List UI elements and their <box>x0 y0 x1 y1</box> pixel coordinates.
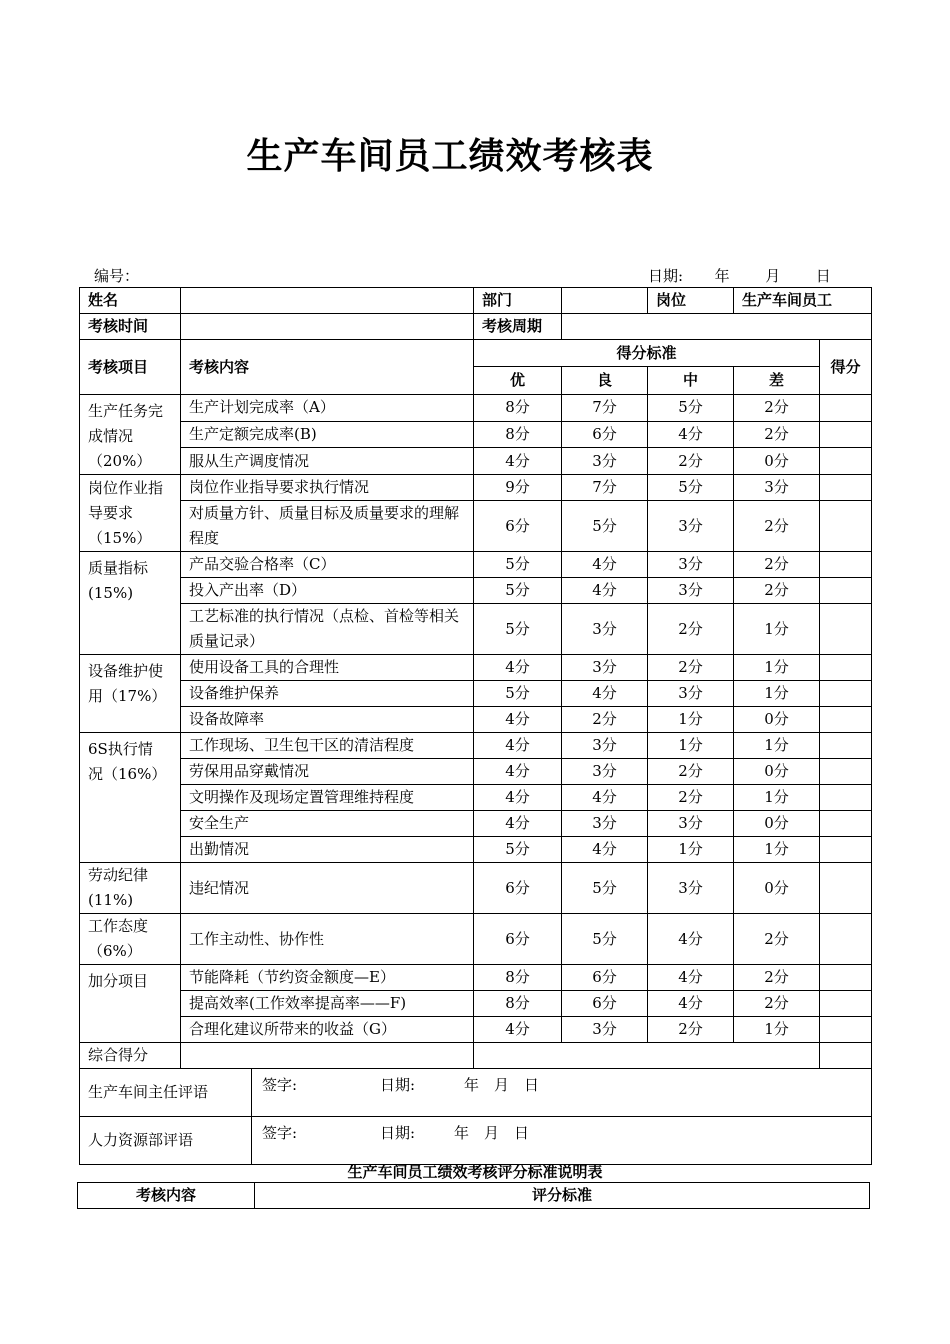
total-value-cell[interactable] <box>181 1043 474 1069</box>
score-standard: 0分 <box>734 811 820 837</box>
item-content: 工作主动性、协作性 <box>181 914 474 965</box>
score-standard: 1分 <box>734 655 820 681</box>
score-standard: 2分 <box>734 552 820 578</box>
score-standard: 5分 <box>562 863 648 914</box>
score-standard: 2分 <box>734 914 820 965</box>
standards-col-content: 考核内容 <box>78 1183 255 1209</box>
score-standard: 2分 <box>648 759 734 785</box>
score-standard: 7分 <box>562 395 648 422</box>
date-field <box>648 265 831 286</box>
score-standard: 7分 <box>562 475 648 501</box>
score-cell[interactable] <box>820 501 872 552</box>
score-standard: 2分 <box>648 785 734 811</box>
score-cell[interactable] <box>820 395 872 422</box>
score-standard: 3分 <box>562 811 648 837</box>
day-label: 日 <box>815 267 831 285</box>
standards-title: 生产车间员工绩效考核评分标准说明表 <box>347 1163 603 1181</box>
total-label: 综合得分 <box>80 1043 181 1069</box>
table-row <box>80 785 872 811</box>
score-header: 得分 <box>820 340 872 395</box>
score-standard: 5分 <box>474 681 562 707</box>
time-value-cell[interactable] <box>181 314 474 340</box>
score-standard: 3分 <box>562 733 648 759</box>
sign-label: 签字: <box>262 1124 298 1142</box>
score-standard: 6分 <box>474 863 562 914</box>
score-standard: 3分 <box>648 811 734 837</box>
sign-label: 签字: <box>262 1076 298 1094</box>
score-standard: 8分 <box>474 395 562 422</box>
score-standard: 0分 <box>734 863 820 914</box>
group-name: 工作态度（6%） <box>80 914 181 965</box>
score-standard: 5分 <box>474 578 562 604</box>
item-content: 提高效率(工作效率提高率——F) <box>181 991 474 1017</box>
score-standard: 1分 <box>648 733 734 759</box>
score-standard: 4分 <box>474 707 562 733</box>
score-standard: 8分 <box>474 965 562 991</box>
table-row <box>80 991 872 1017</box>
score-cell[interactable] <box>820 578 872 604</box>
comment-label: 人力资源部评语 <box>80 1117 252 1165</box>
assessment-table <box>79 287 872 1165</box>
item-content: 工作现场、卫生包干区的清洁程度 <box>181 733 474 759</box>
grade-excellent: 优 <box>474 367 562 395</box>
comment-ymd: 年 月 日 <box>464 1076 540 1094</box>
table-row <box>80 655 872 681</box>
score-standard: 3分 <box>648 578 734 604</box>
item-content: 文明操作及现场定置管理维持程度 <box>181 785 474 811</box>
score-standard: 1分 <box>648 707 734 733</box>
score-standard: 4分 <box>474 811 562 837</box>
score-standard: 0分 <box>734 448 820 475</box>
standards-col-criteria: 评分标准 <box>255 1183 870 1209</box>
item-content: 安全生产 <box>181 811 474 837</box>
grade-medium: 中 <box>648 367 734 395</box>
comment-row <box>80 1069 872 1117</box>
year-label: 年 <box>714 267 730 285</box>
standards-table <box>77 1182 870 1209</box>
score-cell[interactable] <box>820 811 872 837</box>
group-name: 生产任务完成情况（20%） <box>80 395 181 475</box>
score-cell[interactable] <box>820 707 872 733</box>
item-content: 劳保用品穿戴情况 <box>181 759 474 785</box>
group-name: 设备维护使用（17%） <box>80 655 181 733</box>
score-standard: 6分 <box>474 914 562 965</box>
table-row <box>80 707 872 733</box>
score-standard: 2分 <box>734 965 820 991</box>
score-standard: 6分 <box>562 965 648 991</box>
score-standard: 4分 <box>562 578 648 604</box>
post-value: 生产车间员工 <box>734 288 872 314</box>
score-standard: 5分 <box>562 914 648 965</box>
table-row <box>80 965 872 991</box>
table-row <box>80 863 872 914</box>
score-standard: 8分 <box>474 991 562 1017</box>
post-label: 岗位 <box>648 288 734 314</box>
item-content: 节能降耗（节约资金额度—E） <box>181 965 474 991</box>
score-standard: 0分 <box>734 707 820 733</box>
score-cell[interactable] <box>820 421 872 448</box>
score-standard: 4分 <box>474 448 562 475</box>
score-standard: 4分 <box>474 1017 562 1043</box>
score-standard: 0分 <box>734 759 820 785</box>
score-standard: 1分 <box>734 785 820 811</box>
score-standard: 5分 <box>474 837 562 863</box>
comment-ymd: 年 月 日 <box>454 1124 530 1142</box>
table-row <box>80 604 872 655</box>
item-content: 出勤情况 <box>181 837 474 863</box>
item-content: 服从生产调度情况 <box>181 448 474 475</box>
table-row <box>80 733 872 759</box>
score-cell[interactable] <box>820 604 872 655</box>
score-standard: 3分 <box>648 863 734 914</box>
score-cell[interactable] <box>820 655 872 681</box>
score-cell[interactable] <box>820 733 872 759</box>
score-standard: 3分 <box>734 475 820 501</box>
item-content: 岗位作业指导要求执行情况 <box>181 475 474 501</box>
score-standard: 4分 <box>648 914 734 965</box>
comment-row <box>80 1117 872 1165</box>
score-cell[interactable] <box>820 475 872 501</box>
score-standard: 3分 <box>562 448 648 475</box>
score-standard: 3分 <box>562 759 648 785</box>
page-title: 生产车间员工绩效考核表 <box>246 136 654 177</box>
score-standard: 5分 <box>474 604 562 655</box>
dept-value-cell[interactable] <box>562 288 648 314</box>
standard-header: 得分标准 <box>474 340 820 367</box>
comment-field[interactable] <box>252 1117 872 1165</box>
period-label: 考核周期 <box>474 314 562 340</box>
name-label: 姓名 <box>80 288 181 314</box>
score-cell[interactable] <box>820 448 872 475</box>
table-row <box>80 914 872 965</box>
name-value-cell[interactable] <box>181 288 474 314</box>
score-standard: 1分 <box>734 681 820 707</box>
score-standard: 1分 <box>734 1017 820 1043</box>
comment-date-label: 日期: <box>380 1124 416 1142</box>
grade-good: 良 <box>562 367 648 395</box>
score-cell[interactable] <box>820 681 872 707</box>
score-cell[interactable] <box>820 785 872 811</box>
item-content: 生产计划完成率（A） <box>181 395 474 422</box>
item-content: 投入产出率（D） <box>181 578 474 604</box>
score-cell[interactable] <box>820 965 872 991</box>
score-standard: 4分 <box>648 421 734 448</box>
table-row <box>80 395 872 422</box>
score-standard: 2分 <box>648 448 734 475</box>
item-content: 生产定额完成率(B) <box>181 421 474 448</box>
group-name: 加分项目 <box>80 965 181 1043</box>
score-standard: 4分 <box>562 837 648 863</box>
score-standard: 4分 <box>474 759 562 785</box>
item-content: 产品交验合格率（C） <box>181 552 474 578</box>
item-content: 使用设备工具的合理性 <box>181 655 474 681</box>
score-standard: 3分 <box>648 552 734 578</box>
period-value-cell[interactable] <box>562 314 872 340</box>
group-name: 岗位作业指导要求（15%） <box>80 475 181 552</box>
score-standard: 5分 <box>648 475 734 501</box>
score-standard: 4分 <box>648 965 734 991</box>
date-label: 日期: <box>648 267 684 285</box>
table-row <box>80 837 872 863</box>
score-standard: 4分 <box>474 733 562 759</box>
score-standard: 1分 <box>734 604 820 655</box>
score-cell[interactable] <box>820 1017 872 1043</box>
table-row <box>80 501 872 552</box>
table-row <box>80 681 872 707</box>
comment-label: 生产车间主任评语 <box>80 1069 252 1117</box>
score-standard: 3分 <box>648 501 734 552</box>
item-content: 违纪情况 <box>181 863 474 914</box>
score-standard: 5分 <box>474 552 562 578</box>
table-row <box>80 1017 872 1043</box>
table-row <box>80 475 872 501</box>
score-standard: 3分 <box>562 655 648 681</box>
score-standard: 2分 <box>734 991 820 1017</box>
score-standard: 6分 <box>562 991 648 1017</box>
score-standard: 1分 <box>734 733 820 759</box>
table-row <box>80 552 872 578</box>
score-standard: 4分 <box>648 991 734 1017</box>
score-standard: 2分 <box>562 707 648 733</box>
score-standard: 1分 <box>734 837 820 863</box>
score-standard: 2分 <box>734 501 820 552</box>
table-row <box>80 448 872 475</box>
score-cell[interactable] <box>820 759 872 785</box>
score-standard: 8分 <box>474 421 562 448</box>
time-label: 考核时间 <box>80 314 181 340</box>
content-header: 考核内容 <box>181 340 474 395</box>
item-content: 工艺标准的执行情况（点检、首检等相关质量记录） <box>181 604 474 655</box>
score-cell[interactable] <box>820 837 872 863</box>
item-header: 考核项目 <box>80 340 181 395</box>
item-content: 对质量方针、质量目标及质量要求的理解程度 <box>181 501 474 552</box>
score-standard: 4分 <box>474 785 562 811</box>
dept-label: 部门 <box>474 288 562 314</box>
table-row <box>80 578 872 604</box>
score-standard: 5分 <box>562 501 648 552</box>
score-cell[interactable] <box>820 914 872 965</box>
score-standard: 2分 <box>734 421 820 448</box>
score-standard: 3分 <box>562 604 648 655</box>
score-standard: 2分 <box>648 1017 734 1043</box>
total-standard-cell <box>474 1043 820 1069</box>
group-name: 质量指标(15%) <box>80 552 181 655</box>
table-row <box>80 811 872 837</box>
score-cell[interactable] <box>820 863 872 914</box>
score-standard: 5分 <box>648 395 734 422</box>
month-label: 月 <box>765 267 781 285</box>
score-standard: 2分 <box>734 395 820 422</box>
score-standard: 2分 <box>648 655 734 681</box>
score-standard: 3分 <box>648 681 734 707</box>
item-content: 设备故障率 <box>181 707 474 733</box>
score-standard: 4分 <box>562 681 648 707</box>
table-row <box>80 421 872 448</box>
score-standard: 4分 <box>474 655 562 681</box>
score-cell[interactable] <box>820 552 872 578</box>
total-row <box>80 1043 872 1069</box>
score-standard: 6分 <box>474 501 562 552</box>
score-standard: 4分 <box>562 552 648 578</box>
score-standard: 2分 <box>734 578 820 604</box>
item-content: 合理化建议所带来的收益（G） <box>181 1017 474 1043</box>
group-name: 劳动纪律(11%) <box>80 863 181 914</box>
total-score-cell[interactable] <box>820 1043 872 1069</box>
score-standard: 4分 <box>562 785 648 811</box>
score-standard: 6分 <box>562 421 648 448</box>
group-name: 6S执行情况（16%） <box>80 733 181 863</box>
item-content: 设备维护保养 <box>181 681 474 707</box>
score-standard: 9分 <box>474 475 562 501</box>
comment-field[interactable] <box>252 1069 872 1117</box>
score-cell[interactable] <box>820 991 872 1017</box>
number-label: 编号： <box>94 267 140 285</box>
table-row <box>80 759 872 785</box>
score-standard: 3分 <box>562 1017 648 1043</box>
grade-poor: 差 <box>734 367 820 395</box>
comment-date-label: 日期: <box>380 1076 416 1094</box>
score-standard: 1分 <box>648 837 734 863</box>
score-standard: 2分 <box>648 604 734 655</box>
